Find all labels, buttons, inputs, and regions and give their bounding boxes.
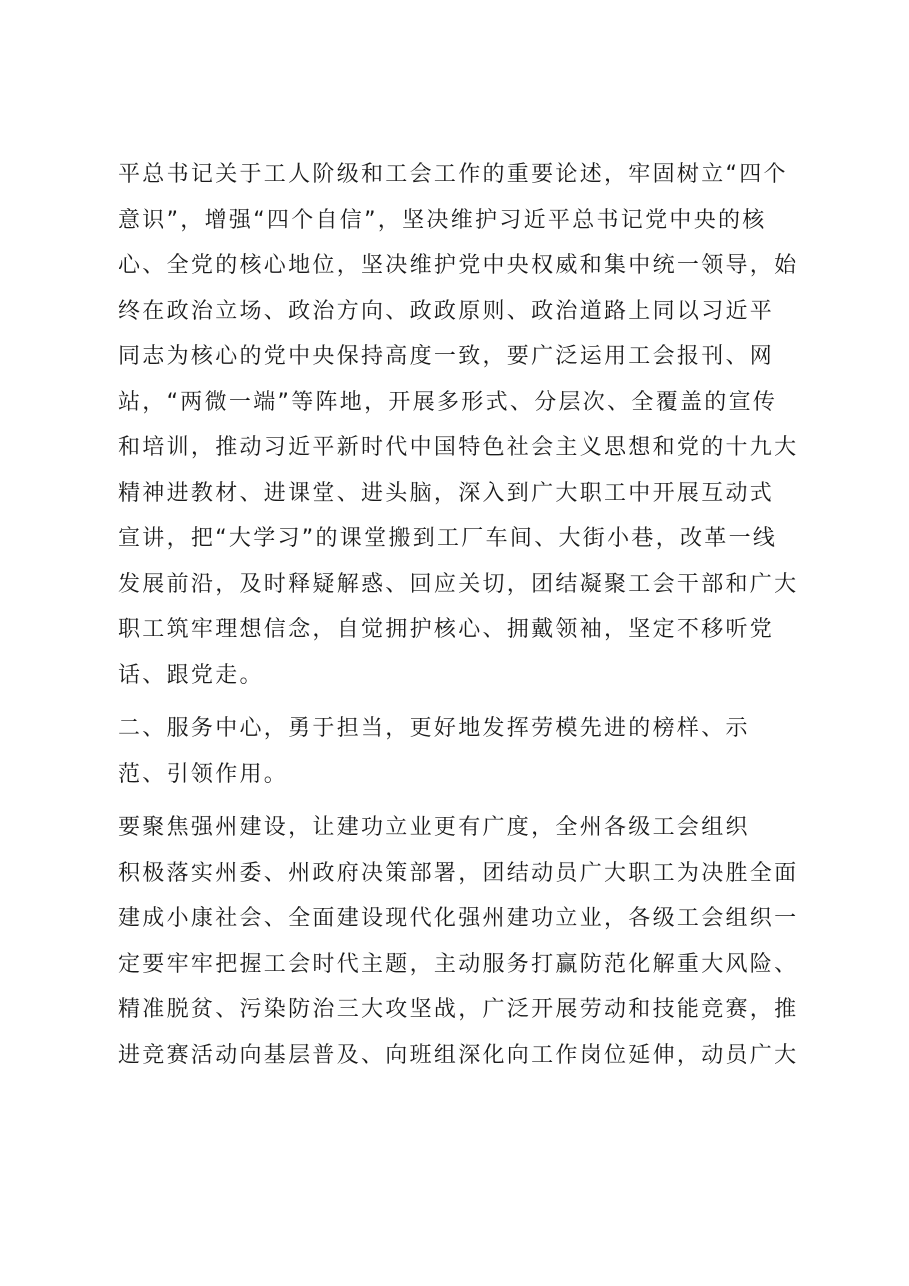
text-line: 发展前沿，及时释疑解惑、回应关切，团结凝聚工会干部和广大: [118, 571, 798, 597]
text-line: 定要牢牢把握工会时代主题，主动服务打赢防范化解重大风险、: [118, 951, 798, 977]
text-line: 要聚焦强州建设，让建功立业更有广度，全州各级工会组织: [118, 815, 750, 840]
text-line: 站，“两微一端”等阵地，开展多形式、分层次、全覆盖的宣传: [118, 389, 778, 415]
text-line: 进竞赛活动向基层普及、向班组深化向工作岗位延伸，动员广大: [118, 1042, 798, 1068]
text-line: 终在政治立场、政治方向、政政原则、政治道路上同以习近平: [118, 298, 775, 324]
text-line: 范、引领作用。: [118, 761, 289, 787]
paragraph-spacer: [118, 698, 798, 706]
text-line: 意识”，增强“四个自信”，坚决维护习近平总书记党中央的核: [118, 207, 767, 233]
text-line: 平总书记关于工人阶级和工会工作的重要论述，牢固树立“四个: [118, 162, 788, 187]
text-line: 话、跟党走。: [118, 662, 264, 688]
text-line: 和培训，推动习近平新时代中国特色社会主义思想和党的十九大: [118, 435, 798, 460]
document-body: [118, 152, 798, 1078]
paragraph-2-heading: [118, 706, 798, 797]
text-line: 职工筑牢理想信念，自觉拥护核心、拥戴领袖，坚定不移听党: [118, 617, 775, 642]
paragraph-spacer: [118, 797, 798, 805]
text-line: 精神进教材、进课堂、进头脑，深入到广大职工中开展互动式: [118, 480, 775, 506]
text-line: 二、服务中心，勇于担当，更好地发挥劳模先进的榜样、示: [118, 716, 750, 741]
paragraph-1: [118, 152, 798, 698]
text-line: 同志为核心的党中央保持高度一致，要广泛运用工会报刊、网: [118, 344, 775, 369]
text-line: 宣讲，把“大学习”的课堂搬到工厂车间、大街小巷，改革一线: [118, 526, 778, 551]
text-line: 精准脱贫、污染防治三大攻坚战，广泛开展劳动和技能竞赛，推: [118, 997, 798, 1022]
text-line: 积极落实州委、州政府决策部署，团结动员广大职工为决胜全面: [118, 860, 798, 886]
text-line: 建成小康社会、全面建设现代化强州建功立业，各级工会组织一: [118, 906, 798, 931]
paragraph-3: [118, 805, 798, 1078]
text-line: 心、全党的核心地位，坚决维护党中央权威和集中统一领导，始: [118, 253, 798, 278]
